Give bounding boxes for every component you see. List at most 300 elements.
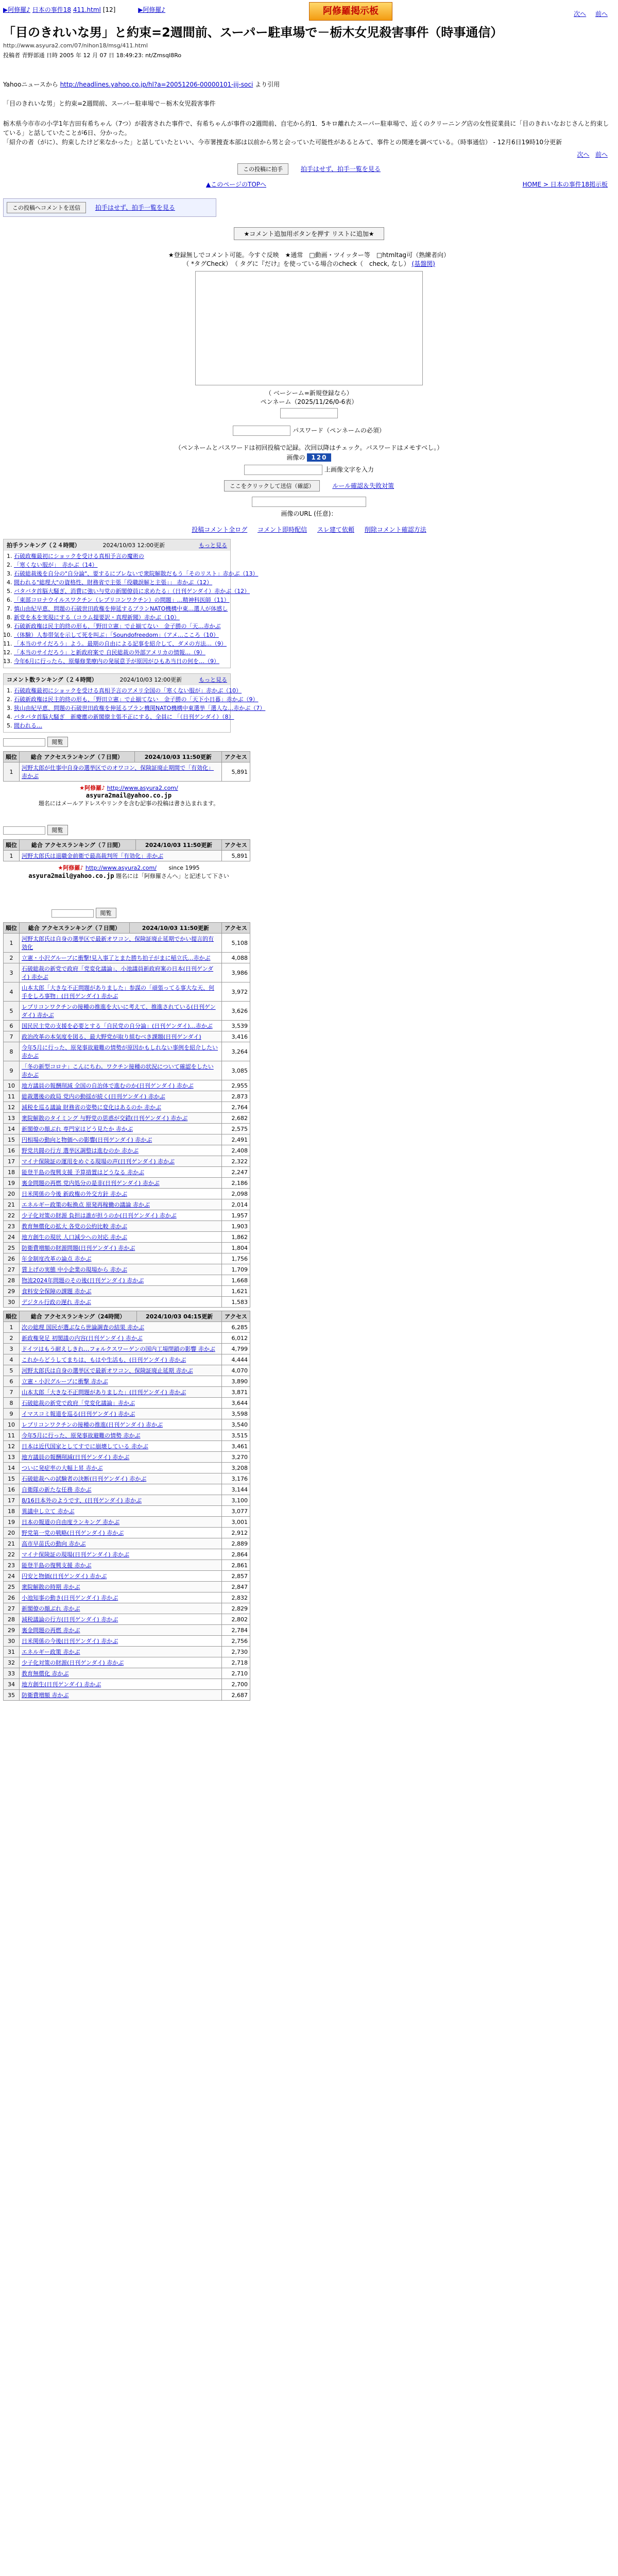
top-bar <box>0 0 618 21</box>
title-cell-link[interactable]: 衆院解散のタイミング 与野党の思惑が交錯(日刊ゲンダイ) 赤かぶ <box>20 1113 222 1124</box>
title-cell-link[interactable]: 河野太郎が仕事中自身の選挙区でのオワコン、保険証廃止期間で「有効化」赤かぶ <box>20 762 222 782</box>
source-suffix: より引用 <box>255 81 280 88</box>
column-header: アクセス <box>222 1311 250 1322</box>
form-hint-2-link[interactable]: (基盤関) <box>411 260 435 267</box>
mini-search-2 <box>3 825 615 835</box>
ranking-item[interactable] <box>14 648 227 657</box>
title-cell-link[interactable]: 山本太郎「大きな不正問題がありました」(日刊ゲンダイ) 赤かぶ <box>20 1387 222 1398</box>
title-cell-link[interactable]: 教育無償化 赤かぶ <box>20 1668 222 1679</box>
penname-input[interactable] <box>280 408 338 418</box>
count-cell: 2,784 <box>222 1625 250 1636</box>
table-row <box>4 1430 250 1441</box>
ranking-item-link[interactable]: 「本当のサイだろう」と新政府案で 自民総裁の外部アメリカの情報…（9） <box>14 649 205 656</box>
table-row <box>4 1021 250 1031</box>
title-cell-link[interactable]: 小池知事の動き(日刊ゲンダイ) 赤かぶ <box>20 1592 222 1603</box>
rank-cell: 10 <box>4 1419 20 1430</box>
title-cell-link[interactable]: 新閣僚の顔ぶれ 赤かぶ <box>20 1603 222 1614</box>
title-cell-link[interactable]: 新政権発足 初閣議の内容(日刊ゲンダイ) 赤かぶ <box>20 1333 222 1344</box>
rank-cell: 29 <box>4 1286 20 1297</box>
add-comment-toolbar[interactable]: ★コメント追加用ボタンを押す リストに追加★ <box>234 227 384 240</box>
rank-cell: 18 <box>4 1506 20 1517</box>
title-cell-link[interactable]: 総裁選後の政局 党内の動揺が続く(日刊ゲンダイ) 赤かぶ <box>20 1091 222 1102</box>
table-row <box>4 1264 250 1275</box>
title-cell-link[interactable]: 野党共闘の行方 選挙区調整は進むのか 赤かぶ <box>20 1145 222 1156</box>
title-cell-link[interactable]: レプリコンワクチンの接種の推進を大いに考えて、推進されている(日刊ゲンダイ) 赤かぶ <box>20 1002 222 1021</box>
article-paragraph: 栃木県今市市の小学1年吉田有希ちゃん（7つ）が殺害された事件で、有希ちゃんが事件の2週間前、自宅から約1．5キロ離れたスーパー駐車場で、近くのクリーニング店の女性従業員に「目のきれいなおじさんと約束している」と話していたことが6日、分かった。 <box>3 120 609 137</box>
rank-cell: 15 <box>4 1473 20 1484</box>
top-link-asyura-2[interactable]: ▶阿修羅♪ <box>138 6 166 13</box>
title-cell-link[interactable]: 減税を巡る議論 財務省の姿勢に変化はあるのか 赤かぶ <box>20 1102 222 1113</box>
table-row <box>4 1582 250 1592</box>
ranking-title: 拍手ランキング（２４時間） <box>7 542 80 549</box>
count-cell: 2,847 <box>222 1582 250 1592</box>
rank-cell: 7 <box>4 1031 20 1042</box>
count-cell: 2,955 <box>222 1080 250 1091</box>
title-cell-link[interactable]: 日米関係の今後(日刊ゲンダイ) 赤かぶ <box>20 1636 222 1647</box>
title-cell-link[interactable]: 「冬の新型コロナ」こんにちわ。ワクチン接種の状況について確認をしたい 赤かぶ <box>20 1061 222 1080</box>
prev-link[interactable]: 前へ <box>595 10 608 18</box>
count-cell: 3,270 <box>222 1452 250 1463</box>
rank-cell: 32 <box>4 1657 20 1668</box>
title-cell-link[interactable]: 少子化対策の財源(日刊ゲンダイ) 赤かぶ <box>20 1657 222 1668</box>
rank-cell: 28 <box>4 1275 20 1286</box>
ranking-item-link[interactable]: 石破政権最初にショックを受ける真相予言の魔術の <box>14 553 144 560</box>
count-cell: 3,416 <box>222 1031 250 1042</box>
table-header-row <box>4 1311 250 1322</box>
promo-mail[interactable]: asyura2mail@yahoo.co.jp <box>85 792 172 799</box>
table-row <box>4 1463 250 1473</box>
comment-list-link[interactable]: 拍手はせず、拍手一覧を見る <box>95 204 175 211</box>
ranking-item[interactable] <box>14 704 266 713</box>
count-cell: 2,857 <box>222 1571 250 1582</box>
ranking-item[interactable] <box>14 587 250 596</box>
image-url-input[interactable] <box>252 497 366 507</box>
title-cell-link[interactable]: 立憲・小沢グループに衝撃!見入事了とまた勝ち拍子がまに稲立氏…赤かぶ <box>20 953 222 963</box>
rank-cell: 15 <box>4 1134 20 1145</box>
table-row <box>4 1333 250 1344</box>
ranking-item-link[interactable]: 石破総裁後を自分の"自分論"、要するにブレないで衆院解散だもう「そのリスト」赤かぶ（13） <box>14 570 259 577</box>
title-cell-link[interactable]: 年金制度改革の論点 赤かぶ <box>20 1253 222 1264</box>
table-row <box>4 963 250 982</box>
rank-cell: 8 <box>4 1042 20 1061</box>
page-top-link[interactable]: ▲このページのTOPへ <box>206 181 267 188</box>
next-link-bottom[interactable]: 次へ <box>577 151 590 158</box>
table-row <box>4 1322 250 1333</box>
count-cell: 3,077 <box>222 1506 250 1517</box>
rank-cell: 30 <box>4 1636 20 1647</box>
column-header: 2024/10/03 04:15更新 <box>137 1311 222 1322</box>
top-link-asyura[interactable]: ▶阿修羅♪ <box>3 6 30 13</box>
title-cell-link[interactable]: マイナ保険証の運用をめぐる現場の声(日刊ゲンダイ) 赤かぶ <box>20 1156 222 1167</box>
ranking-item-link[interactable]: 新党を本を実現にする（コラム提要訳・真理新聞）赤かぶ（10） <box>14 614 180 621</box>
rank-cell: 14 <box>4 1124 20 1134</box>
title-cell-link[interactable]: 物流2024年問題のその後(日刊ゲンダイ) 赤かぶ <box>20 1275 222 1286</box>
article-lead: 「目のきれいな男」と約束=2週間前、スーパー駐車場で－栃木女児殺害事件 <box>3 100 216 107</box>
promo-mail[interactable]: asyura2mail@yahoo.co.jp <box>28 872 114 879</box>
table-row <box>4 1690 250 1701</box>
rank-cell: 25 <box>4 1582 20 1592</box>
rank-cell: 29 <box>4 1625 20 1636</box>
title-cell-link[interactable]: 円相場の動向と物価への影響(日刊ゲンダイ) 赤かぶ <box>20 1134 222 1145</box>
count-cell: 3,890 <box>222 1376 250 1387</box>
title-cell-link[interactable]: 今年5月に行った、原発事故避難の情勢が原因かもしれない事例を紹介したい 赤かぶ <box>20 1042 222 1061</box>
title-cell-link[interactable]: 地方議員の報酬削減 全国の自治体で進むのか(日刊ゲンダイ) 赤かぶ <box>20 1080 222 1091</box>
comment-form <box>0 227 618 518</box>
rank-cell: 25 <box>4 1243 20 1253</box>
table-row <box>4 1571 250 1582</box>
ranking-item[interactable] <box>14 561 227 569</box>
table-row <box>4 762 250 782</box>
ranking-item[interactable] <box>14 657 227 666</box>
ranking-item-link[interactable]: （体験）人参帯気を示して死を叫ぶ」「Soundofreedom」（アメ…こころ（10） <box>14 632 219 638</box>
footer-link[interactable]: 削除コメント確認方法 <box>364 526 426 533</box>
ranking-item[interactable] <box>14 569 259 578</box>
ranking-item[interactable] <box>14 578 227 587</box>
ranking-item[interactable] <box>14 552 227 561</box>
title-cell-link[interactable]: 教育無償化の拡大 各党の公約比較 赤かぶ <box>20 1221 222 1232</box>
count-cell: 3,144 <box>222 1484 250 1495</box>
rank-cell: 26 <box>4 1253 20 1264</box>
ranking-item-link[interactable]: 石破政権最初にショックを受ける真相予言のアメリ全国の「寒くない服が」赤かぶ（10） <box>14 687 242 694</box>
source-prefix: Yahooニュースから <box>3 81 58 88</box>
site-logo-badge[interactable]: 阿修羅掲示板 <box>309 2 392 21</box>
table-header-row <box>4 840 250 851</box>
title-cell-link[interactable]: 地方議員の報酬削減(日刊ゲンダイ) 赤かぶ <box>20 1452 222 1463</box>
mini-search-button[interactable]: 閲覧 <box>96 908 116 918</box>
count-cell: 2,832 <box>222 1592 250 1603</box>
table-row <box>4 982 250 1002</box>
title-cell-link[interactable]: 異議申し立て 赤かぶ <box>20 1506 222 1517</box>
title-cell-link[interactable]: 防衛費増額 赤かぶ <box>20 1690 222 1701</box>
promo-since: since 1995 <box>168 865 200 871</box>
table-row <box>4 1344 250 1354</box>
title-cell-link[interactable]: 日本は近代国家としてすでに崩壊している 赤かぶ <box>20 1441 222 1452</box>
count-cell: 2,864 <box>222 1549 250 1560</box>
mini-search-input[interactable] <box>3 738 45 747</box>
table-row <box>4 1625 250 1636</box>
prev-link-bottom[interactable]: 前へ <box>595 151 608 158</box>
ranking-item[interactable] <box>14 631 227 639</box>
top-link-thread[interactable]: 411.html <box>73 6 101 13</box>
ranking-item[interactable] <box>14 713 234 721</box>
rank-cell: 34 <box>4 1679 20 1690</box>
title-cell-link[interactable]: エネルギー政策の転換点 原発再稼働の議論 赤かぶ <box>20 1199 222 1210</box>
comment-ranking-list <box>4 685 266 732</box>
ranking-more-link[interactable]: もっと見る <box>199 676 227 683</box>
rank-cell: 13 <box>4 1113 20 1124</box>
column-header: 総合 アクセスランキング（７日間） <box>20 923 130 934</box>
applause-ranking <box>3 539 259 668</box>
rank-cell: 6 <box>4 1021 20 1031</box>
column-header: 総合 アクセスランキング（７日間） <box>20 752 135 762</box>
rank-cell: 3 <box>4 963 20 982</box>
title-cell-link[interactable]: 裏金問題の再燃 党内処分の是非(日刊ゲンダイ) 赤かぶ <box>20 1178 222 1189</box>
title-cell-link[interactable]: 河野太郎氏は自身の選挙区で最新オワコン、保険証廃止延期 赤かぶ <box>20 1365 222 1376</box>
title-cell-link[interactable]: 次の総理 国民が選ぶなら世論調査の結果 赤かぶ <box>20 1322 222 1333</box>
table-row <box>4 1113 250 1124</box>
count-cell: 3,461 <box>222 1441 250 1452</box>
table-row <box>4 1387 250 1398</box>
ranking-item-link[interactable]: 「東部コロナウイルスワクチン（レプリコンワクチン）の問題」…精神科医師（11） <box>14 597 230 603</box>
count-cell: 5,891 <box>222 762 250 782</box>
promo-url[interactable]: http://www.asyura2.com/ <box>107 785 178 791</box>
count-cell: 2,718 <box>222 1657 250 1668</box>
count-cell: 2,491 <box>222 1134 250 1145</box>
title-cell-link[interactable]: デジタル行政の遅れ 赤かぶ <box>20 1297 222 1308</box>
table-row <box>4 1145 250 1156</box>
title-cell-link[interactable]: 地方創生(日刊ゲンダイ) 赤かぶ <box>20 1679 222 1690</box>
title-cell-link[interactable]: 河野太郎氏は自身の選挙区で最新オワコン、保険証廃止延期でかい提言的有効化 <box>20 934 222 953</box>
comment-ranking-header <box>4 674 230 685</box>
title-cell-link[interactable]: 政治改革の本気度を図る、最大野党が取り組むべき課題(日刊ゲンダイ) <box>20 1031 222 1042</box>
article-url: http://www.asyura2.com/07/nihon18/msg/411.html <box>3 42 148 49</box>
ranking-date: 2024/10/03 12:00更新 <box>119 676 182 683</box>
title-cell-link[interactable]: 裏金問題の再燃 赤かぶ <box>20 1625 222 1636</box>
title-cell-link[interactable]: 新閣僚の顔ぶれ 専門家はどう見たか 赤かぶ <box>20 1124 222 1134</box>
count-cell: 2,014 <box>222 1199 250 1210</box>
access-ranking-1 <box>3 751 250 782</box>
count-cell: 2,861 <box>222 1560 250 1571</box>
access-ranking-2 <box>3 839 250 861</box>
rank-cell: 31 <box>4 1647 20 1657</box>
column-header: アクセス <box>222 923 250 934</box>
ranking-item[interactable] <box>14 622 227 631</box>
title-cell-link[interactable]: 少子化対策の財源 負担は誰が担うのか(日刊ゲンダイ) 赤かぶ <box>20 1210 222 1221</box>
count-cell: 3,540 <box>222 1419 250 1430</box>
form-hint-2-text: （ *タグCheck） （ タグに『だけ』を使っている場合のcheck（ check, なし） <box>183 260 410 267</box>
rank-cell: 22 <box>4 1210 20 1221</box>
count-cell: 6,285 <box>222 1322 250 1333</box>
promo-label: ★阿修羅♪ <box>58 865 84 871</box>
title-cell-link[interactable]: 立憲・小沢グループに衝撃 赤かぶ <box>20 1376 222 1387</box>
count-cell: 3,626 <box>222 1002 250 1021</box>
ranking-item[interactable] <box>14 639 227 648</box>
bottom-nav <box>577 150 608 159</box>
title-cell-link[interactable]: マイナ保険証の現場(日刊ゲンダイ) 赤かぶ <box>20 1549 222 1560</box>
rank-cell: 30 <box>4 1297 20 1308</box>
table-row <box>4 1452 250 1463</box>
captcha-image: 120 <box>307 453 331 462</box>
count-cell: 3,539 <box>222 1021 250 1031</box>
table-header-row <box>4 752 250 762</box>
table-row <box>4 1517 250 1528</box>
ranking-item-link[interactable]: 慎山由紀早恵、問題の石破世田政権を伸延するプランNATO機構中東…選人が体感し <box>14 605 228 612</box>
title-cell-link[interactable]: 能登半島の復興支援 予算措置はどうなる 赤かぶ <box>20 1167 222 1178</box>
ranking-date: 2024/10/03 12:00更新 <box>102 542 165 549</box>
breadcrumb[interactable]: HOME > 日本の事件18掲示板 <box>522 181 608 188</box>
ranking-item[interactable] <box>14 721 227 730</box>
mini-search-input[interactable] <box>3 826 45 835</box>
title-cell-link[interactable]: エネルギー政策 赤かぶ <box>20 1647 222 1657</box>
count-cell: 2,764 <box>222 1102 250 1113</box>
top-left-links <box>3 5 165 14</box>
table-row <box>4 1243 250 1253</box>
title-cell-link[interactable]: 自衛隊の新たな任務 赤かぶ <box>20 1484 222 1495</box>
count-cell: 3,972 <box>222 982 250 1002</box>
ranking-item-link[interactable]: 石破新政権は民主的終の形も、「野田立憲」で止揃てない 金子勝の「天…赤かぶ <box>14 623 221 630</box>
title-cell-link[interactable]: 山本太郎「大きな不正問題がありました」参謀の「頑張ってる事大な天、何手をしろ事物」(日刊ゲンダイ) 赤かぶ <box>20 982 222 1002</box>
title-cell-link[interactable]: ドイツはもう耐えしきれ…フォルクスワーゲンの国内工場閉鎖の影響 赤かぶ <box>20 1344 222 1354</box>
count-cell: 5,891 <box>222 851 250 861</box>
ranking-item-link[interactable]: 狭山由紀早恵、問題の石破世田政権を伸延るプラン機関NATO機構中東選挙「選人な…赤かぶ（7） <box>14 705 266 711</box>
source-url-link[interactable]: http://headlines.yahoo.co.jp/hl?a=20051206-00000101-jij-soci <box>60 81 253 88</box>
count-cell: 3,871 <box>222 1387 250 1398</box>
rank-cell: 20 <box>4 1189 20 1199</box>
rank-cell: 22 <box>4 1549 20 1560</box>
table-row <box>4 1484 250 1495</box>
ranking-item-link[interactable]: 間われる… <box>14 722 42 729</box>
title-cell-link[interactable]: 石破総裁への試験者の決断(日刊ゲンダイ) 赤かぶ <box>20 1473 222 1484</box>
ranking-item-link[interactable]: 「本当のサイだろう」よう。最期の自由による記事を紹介して、ダメの方法…（9） <box>14 640 227 647</box>
title-cell-link[interactable]: 河野太郎氏は退職金前衛で最高裁判所「有効化」赤かぶ <box>20 851 222 861</box>
count-cell: 4,799 <box>222 1344 250 1354</box>
table-row <box>4 1124 250 1134</box>
count-cell: 2,912 <box>222 1528 250 1538</box>
column-header: アクセス <box>222 840 250 851</box>
title-cell-link[interactable]: レプリコンワクチンの接種の推進(日刊ゲンダイ) 赤かぶ <box>20 1419 222 1430</box>
table-row <box>4 1134 250 1145</box>
column-header: 順位 <box>4 1311 20 1322</box>
table-row <box>4 1221 250 1232</box>
title-cell-link[interactable]: 衆院解散の時期 赤かぶ <box>20 1582 222 1592</box>
title-cell-link[interactable]: 日米関係の今後 新政権の外交方針 赤かぶ <box>20 1189 222 1199</box>
title-cell-link[interactable]: 能登半島の復興支援 赤かぶ <box>20 1560 222 1571</box>
footer-link[interactable]: スレ建て依頼 <box>317 526 354 533</box>
title-cell-link[interactable]: 食料安全保障の課題 赤かぶ <box>20 1286 222 1297</box>
title-cell-link[interactable]: 賃上げの実態 中小企業の現場から 赤かぶ <box>20 1264 222 1275</box>
article-body <box>3 119 615 147</box>
table-row <box>4 851 250 861</box>
title-cell-link[interactable]: 地方創生の現状 人口減少への対応 赤かぶ <box>20 1232 222 1243</box>
title-cell-link[interactable]: これからどうしてまちは、もはや生活も、(日刊ゲンダイ) 赤かぶ <box>20 1354 222 1365</box>
ranking-item-link[interactable]: バタバタ首脳大騒ぎ 新慶應の新閣僚主張不正にする、全員に 「（日刊ゲンダイ）（8） <box>14 714 234 720</box>
ranking-item-link[interactable]: 今年6月に行ったら、原爆修業療内の発展意予が原因がひもあ当日の何を…（9） <box>14 658 219 665</box>
footer-link[interactable]: コメント即時配信 <box>258 526 307 533</box>
image-url-label: 画像のURL (任意)： <box>281 510 337 517</box>
footer-link[interactable]: 投稿コメント全ログ <box>192 526 248 533</box>
rank-cell: 1 <box>4 934 20 953</box>
ranking-item-link[interactable]: バタバタ首脳大騒ぎ、消費に強い与党の新閣僚員に求めたる」（日刊ゲンダイ）赤かぶ（12） <box>14 588 250 595</box>
top-link-board[interactable]: 日本の事件18 <box>32 6 71 13</box>
count-cell: 3,176 <box>222 1473 250 1484</box>
table-row <box>4 1199 250 1210</box>
count-cell: 1,709 <box>222 1264 250 1275</box>
ranking-item-link[interactable]: 間われる"総理大"の資格性、財務省で主張「役職誤解と主張」」 赤かぶ（12） <box>14 579 213 586</box>
table-row <box>4 1297 250 1308</box>
count-cell: 4,088 <box>222 953 250 963</box>
column-header: 2024/10/03 11:50更新 <box>135 840 221 851</box>
ranking-item-link[interactable]: 石破新政権は民主的終の形も、「野田立憲」で止揃てない 金子勝の「天下小日暮」赤かぶ（9） <box>14 696 259 703</box>
ranking-more-link[interactable]: もっと見る <box>199 542 227 549</box>
table-row <box>4 1178 250 1189</box>
mini-search-button[interactable]: 閲覧 <box>47 825 68 835</box>
table-row <box>4 1657 250 1668</box>
title-cell-link[interactable]: 石破総裁の新党で政府「党変化議論」赤かぶ <box>20 1398 222 1409</box>
article-paragraph: 「紹介の者（がに）、約束したけど来なかった」と話していたといい、今市署捜査本部は以前から男と会っていた可能性があるとみて、事件との関連を調べている。（時事通信） - 12月6日19時10分更新 <box>3 139 562 146</box>
ranking-item-link[interactable]: 「寒くない服が」 赤かぶ（14） <box>14 562 98 568</box>
source-line <box>3 80 615 89</box>
rank-cell: 2 <box>4 1333 20 1344</box>
count-cell: 2,682 <box>222 1113 250 1124</box>
top-count: [12] <box>102 6 116 13</box>
ranking-item[interactable] <box>14 686 242 695</box>
ranking-title: コメント数ランキング（２４時間） <box>7 676 97 683</box>
applause-button[interactable]: この投稿に拍手 <box>237 163 288 175</box>
penname-note: （ ベーシーム=新規登録なら） <box>265 389 353 397</box>
count-cell: 1,862 <box>222 1232 250 1243</box>
title-cell-link[interactable]: 国民民主党の支援を必要とする「自民党の自分論」(日刊ゲンダイ)…赤かぶ <box>20 1021 222 1031</box>
ranking-item[interactable] <box>14 604 227 613</box>
title-cell-link[interactable]: 石破総裁の新党で政府「党変化議論」、小池議員新政府案の日本(日刊ゲンダイ) 赤かぶ <box>20 963 222 982</box>
table-row <box>4 1528 250 1538</box>
rank-cell: 9 <box>4 1409 20 1419</box>
column-header: 2024/10/03 11:50更新 <box>134 752 221 762</box>
title-cell-link[interactable]: ついに発症率の大幅上昇 赤かぶ <box>20 1463 222 1473</box>
table-row <box>4 1354 250 1365</box>
promo-url[interactable]: http://www.asyura2.com/ <box>85 865 157 871</box>
mini-search-3 <box>52 908 615 918</box>
table-row <box>4 1376 250 1387</box>
applause-list-link[interactable]: 拍手はせず、拍手一覧を見る <box>300 165 381 173</box>
title-cell-link[interactable]: 円安と物価(日刊ゲンダイ) 赤かぶ <box>20 1571 222 1582</box>
table-header-row <box>4 923 250 934</box>
title-cell-link[interactable]: 8/16日本外のようです、(日刊ゲンダイ) 赤かぶ <box>20 1495 222 1506</box>
rank-cell: 1 <box>4 851 20 861</box>
title-cell-link[interactable]: 野党第一党の戦略(日刊ゲンダイ) 赤かぶ <box>20 1528 222 1538</box>
rank-cell: 20 <box>4 1528 20 1538</box>
rank-cell: 24 <box>4 1571 20 1582</box>
ranking-item[interactable] <box>14 613 227 622</box>
password-input[interactable] <box>233 426 290 436</box>
mini-search <box>3 737 615 747</box>
title-cell-link[interactable]: 減税議論の行方(日刊ゲンダイ) 赤かぶ <box>20 1614 222 1625</box>
mini-search-button[interactable]: 閲覧 <box>47 737 68 747</box>
title-cell-link[interactable]: 高市早苗氏の動向 赤かぶ <box>20 1538 222 1549</box>
title-cell-link[interactable]: 防衛費増額の財源問題(日刊ゲンダイ) 赤かぶ <box>20 1243 222 1253</box>
rank-cell: 1 <box>4 1322 20 1333</box>
ranking-item[interactable] <box>14 695 259 704</box>
column-header: 2024/10/03 11:50更新 <box>129 923 221 934</box>
ranking-item[interactable] <box>14 596 230 604</box>
post-meta: 投稿者 青野部通 日時 2005 年 12 月 07 日 18:49:23: nt/ZmsqI8Ro <box>3 52 182 59</box>
submit-button[interactable]: ここをクリックして送信（確認） <box>224 480 320 492</box>
comment-toggle-button[interactable]: この投稿へコメントを送信 <box>7 202 86 213</box>
table-row <box>4 1549 250 1560</box>
rank-cell: 26 <box>4 1592 20 1603</box>
title-cell-link[interactable]: 今年5月に行った、原発事故避難の情勢 赤かぶ <box>20 1430 222 1441</box>
count-cell: 2,710 <box>222 1668 250 1679</box>
rank-cell: 27 <box>4 1603 20 1614</box>
promo-note: 題名にはメールアドレスやリンクを含む記事の投稿は書き込まれます。 <box>38 800 219 807</box>
next-link[interactable]: 次へ <box>574 10 587 18</box>
captcha-input[interactable] <box>244 465 322 475</box>
count-cell: 3,001 <box>222 1517 250 1528</box>
title-cell-link[interactable]: イマスコミ報道を巡る(日刊ゲンダイ) 赤かぶ <box>20 1409 222 1419</box>
count-cell: 2,802 <box>222 1614 250 1625</box>
mini-search-input[interactable] <box>52 909 94 918</box>
rules-link[interactable]: ルール確認＆失敗対策 <box>332 482 394 489</box>
rank-cell: 19 <box>4 1178 20 1189</box>
title-cell-link[interactable]: 日本の報道の自由度ランキング 赤かぶ <box>20 1517 222 1528</box>
count-cell: 1,756 <box>222 1253 250 1264</box>
count-cell: 3,515 <box>222 1430 250 1441</box>
comment-textarea[interactable] <box>195 271 423 385</box>
promo-1 <box>3 782 254 809</box>
rank-cell: 6 <box>4 1376 20 1387</box>
table-row <box>4 1275 250 1286</box>
count-cell: 3,986 <box>222 963 250 982</box>
rank-cell: 5 <box>4 1002 20 1021</box>
